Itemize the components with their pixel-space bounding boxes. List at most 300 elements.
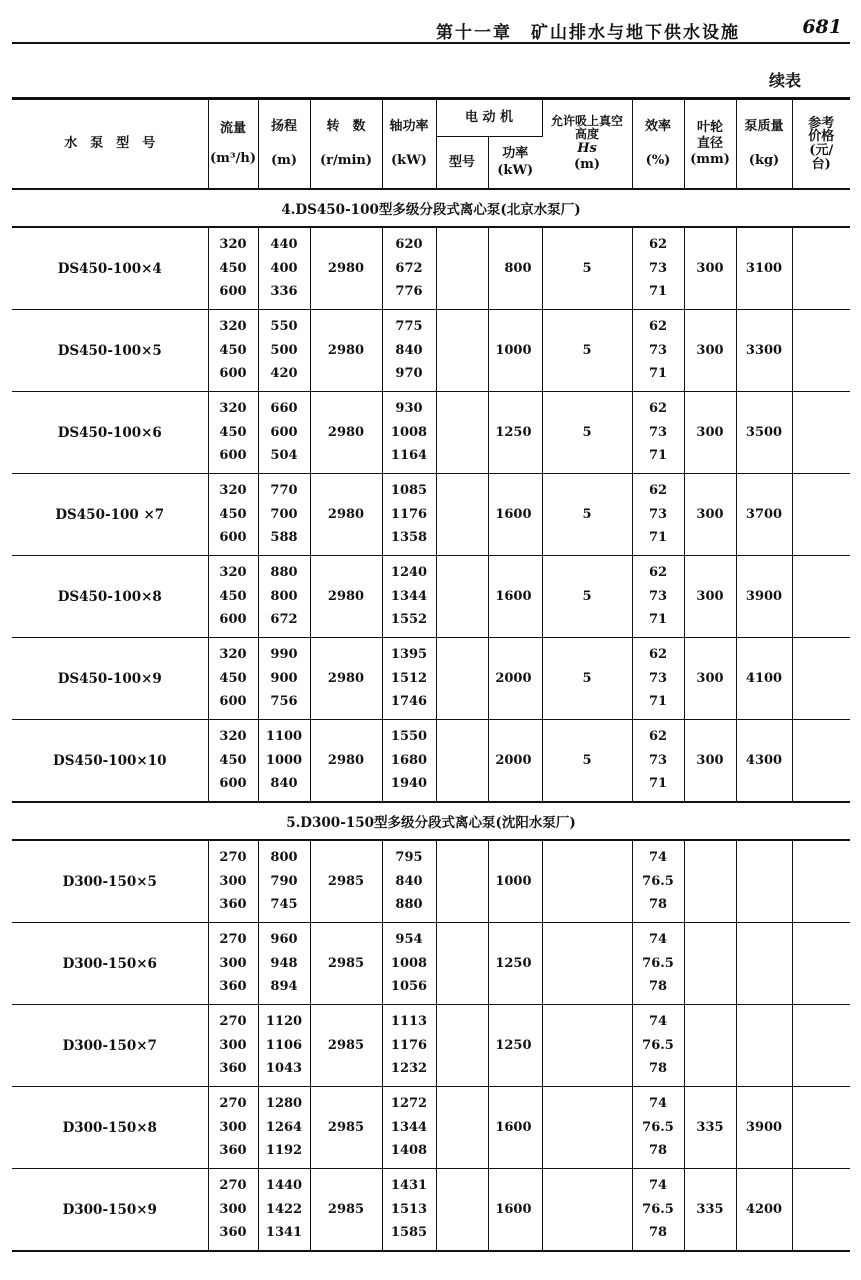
head-cell xyxy=(258,1169,310,1252)
price-cell xyxy=(792,1169,850,1252)
shaft-power-cell-value: 1550 xyxy=(390,729,428,745)
efficiency-cell-value: 73 xyxy=(648,752,668,768)
mass-cell: 3700 xyxy=(736,474,792,556)
efficiency-cell-value: 73 xyxy=(648,670,668,686)
shaft-power-cell-value: 1408 xyxy=(390,1143,428,1159)
shaft-power-cell xyxy=(382,310,436,392)
head-cell-value: 1280 xyxy=(265,1096,303,1112)
flow-cell-value: 450 xyxy=(219,260,247,276)
motor-type-cell xyxy=(436,840,488,923)
flow-cell-value: 320 xyxy=(219,483,247,499)
chapter-title: 第十一章 矿山排水与地下供水设施 xyxy=(436,23,740,43)
flow-cell-value: 270 xyxy=(219,850,247,866)
efficiency-cell-value: 76.5 xyxy=(642,1119,674,1135)
efficiency-cell-value: 76.5 xyxy=(642,873,674,889)
flow-cell-value: 300 xyxy=(219,1201,247,1217)
motor-type-cell xyxy=(436,923,488,1005)
head-cell-value: 790 xyxy=(270,873,298,889)
efficiency-cell-value: 71 xyxy=(648,530,668,546)
efficiency-cell-value: 73 xyxy=(648,588,668,604)
flow-cell xyxy=(208,227,258,310)
col-efficiency-header: 效率 (%) xyxy=(632,99,684,190)
impeller-cell xyxy=(684,1005,736,1087)
model-cell: D300-150×7 xyxy=(12,1005,208,1087)
flow-cell-value: 450 xyxy=(219,342,247,358)
efficiency-cell-value: 71 xyxy=(648,776,668,792)
flow-cell-value: 450 xyxy=(219,588,247,604)
flow-cell xyxy=(208,556,258,638)
efficiency-cell xyxy=(632,474,684,556)
table-row xyxy=(12,638,850,720)
flow-cell-value: 600 xyxy=(219,530,247,546)
col-flow-header: 流量 (m³/h) xyxy=(208,99,258,190)
efficiency-cell-value: 76.5 xyxy=(642,955,674,971)
efficiency-cell xyxy=(632,1005,684,1087)
shaft-power-cell-value: 1552 xyxy=(390,612,428,628)
efficiency-cell-value: 78 xyxy=(648,1143,668,1159)
shaft-power-cell xyxy=(382,638,436,720)
efficiency-cell-value: 78 xyxy=(648,979,668,995)
price-cell xyxy=(792,227,850,310)
impeller-cell: 300 xyxy=(684,720,736,803)
motor-power-cell: 1000 xyxy=(488,840,542,923)
head-cell-value: 504 xyxy=(270,448,298,464)
impeller-cell: 300 xyxy=(684,227,736,310)
model-cell: DS450-100×9 xyxy=(12,638,208,720)
shaft-power-cell-value: 1272 xyxy=(390,1096,428,1112)
efficiency-cell-value: 74 xyxy=(648,1178,668,1194)
head-cell-value: 1341 xyxy=(265,1225,303,1241)
motor-power-cell: 2000 xyxy=(488,720,542,803)
section-title: 5.D300-150型多级分段式离心泵(沈阳水泵厂) xyxy=(12,802,850,840)
head-cell-value: 770 xyxy=(270,483,298,499)
suction-cell: 5 xyxy=(542,227,632,310)
efficiency-cell-value: 78 xyxy=(648,1061,668,1077)
motor-type-cell xyxy=(436,1087,488,1169)
shaft-power-cell xyxy=(382,923,436,1005)
efficiency-cell xyxy=(632,556,684,638)
head-cell-value: 1106 xyxy=(265,1037,303,1053)
suction-cell xyxy=(542,1087,632,1169)
shaft-power-cell-value: 930 xyxy=(395,401,423,417)
model-cell: DS450-100×10 xyxy=(12,720,208,803)
head-cell xyxy=(258,556,310,638)
head-cell-value: 660 xyxy=(270,401,298,417)
flow-cell-value: 600 xyxy=(219,612,247,628)
head-cell-value: 840 xyxy=(270,776,298,792)
impeller-cell: 300 xyxy=(684,392,736,474)
suction-cell: 5 xyxy=(542,638,632,720)
flow-cell xyxy=(208,392,258,474)
mass-cell: 3300 xyxy=(736,310,792,392)
efficiency-cell-value: 78 xyxy=(648,1225,668,1241)
motor-type-cell xyxy=(436,556,488,638)
head-cell xyxy=(258,720,310,803)
shaft-power-cell-value: 1358 xyxy=(390,530,428,546)
flow-cell xyxy=(208,1087,258,1169)
flow-cell xyxy=(208,1169,258,1252)
table-row xyxy=(12,1005,850,1087)
head-cell-value: 1043 xyxy=(265,1061,303,1077)
flow-cell-value: 300 xyxy=(219,1119,247,1135)
impeller-cell: 335 xyxy=(684,1169,736,1252)
speed-cell: 2980 xyxy=(310,392,382,474)
efficiency-cell-value: 76.5 xyxy=(642,1037,674,1053)
impeller-cell: 300 xyxy=(684,638,736,720)
page-header xyxy=(12,8,850,44)
head-cell-value: 1100 xyxy=(265,729,303,745)
efficiency-cell-value: 71 xyxy=(648,284,668,300)
suction-cell: 5 xyxy=(542,392,632,474)
shaft-power-cell-value: 672 xyxy=(395,260,423,276)
speed-cell: 2980 xyxy=(310,638,382,720)
model-cell: DS450-100×6 xyxy=(12,392,208,474)
shaft-power-cell xyxy=(382,474,436,556)
shaft-power-cell-value: 1680 xyxy=(390,752,428,768)
head-cell-value: 990 xyxy=(270,647,298,663)
speed-cell: 2985 xyxy=(310,1087,382,1169)
head-cell-value: 400 xyxy=(270,260,298,276)
shaft-power-cell xyxy=(382,720,436,803)
efficiency-cell xyxy=(632,840,684,923)
mass-cell: 3900 xyxy=(736,556,792,638)
price-cell xyxy=(792,923,850,1005)
efficiency-cell-value: 62 xyxy=(648,565,668,581)
head-cell xyxy=(258,1005,310,1087)
flow-cell-value: 360 xyxy=(219,1225,247,1241)
motor-power-cell: 1250 xyxy=(488,392,542,474)
flow-cell-value: 320 xyxy=(219,647,247,663)
motor-power-cell: 1600 xyxy=(488,1087,542,1169)
flow-cell-value: 450 xyxy=(219,752,247,768)
impeller-cell: 300 xyxy=(684,310,736,392)
shaft-power-cell-value: 1232 xyxy=(390,1061,428,1077)
flow-cell-value: 320 xyxy=(219,401,247,417)
head-cell-value: 420 xyxy=(270,366,298,382)
shaft-power-cell xyxy=(382,1169,436,1252)
shaft-power-cell-value: 1746 xyxy=(390,694,428,710)
price-cell xyxy=(792,392,850,474)
table-row xyxy=(12,720,850,803)
flow-cell xyxy=(208,923,258,1005)
flow-cell-value: 600 xyxy=(219,284,247,300)
suction-cell: 5 xyxy=(542,720,632,803)
head-cell-value: 745 xyxy=(270,897,298,913)
table-row xyxy=(12,1087,850,1169)
flow-cell-value: 270 xyxy=(219,932,247,948)
shaft-power-cell-value: 954 xyxy=(395,932,423,948)
speed-cell: 2985 xyxy=(310,923,382,1005)
shaft-power-cell-value: 1056 xyxy=(390,979,428,995)
speed-cell: 2980 xyxy=(310,720,382,803)
flow-cell-value: 360 xyxy=(219,979,247,995)
head-cell-value: 800 xyxy=(270,850,298,866)
suction-cell: 5 xyxy=(542,556,632,638)
suction-cell xyxy=(542,1005,632,1087)
flow-cell-value: 300 xyxy=(219,955,247,971)
model-cell: D300-150×5 xyxy=(12,840,208,923)
motor-power-cell: 1250 xyxy=(488,1005,542,1087)
efficiency-cell-value: 73 xyxy=(648,506,668,522)
head-cell-value: 948 xyxy=(270,955,298,971)
efficiency-cell xyxy=(632,720,684,803)
motor-power-cell: 800 xyxy=(488,227,542,310)
suction-cell: 5 xyxy=(542,474,632,556)
impeller-cell: 300 xyxy=(684,556,736,638)
shaft-power-cell-value: 1176 xyxy=(390,506,428,522)
motor-type-cell xyxy=(436,392,488,474)
efficiency-cell-value: 74 xyxy=(648,1014,668,1030)
price-cell xyxy=(792,638,850,720)
col-speed-header: 转 数 (r/min) xyxy=(310,99,382,190)
head-cell-value: 1264 xyxy=(265,1119,303,1135)
model-cell: DS450-100 ×7 xyxy=(12,474,208,556)
price-cell xyxy=(792,556,850,638)
shaft-power-cell-value: 840 xyxy=(395,873,423,889)
motor-type-cell xyxy=(436,227,488,310)
efficiency-cell-value: 73 xyxy=(648,424,668,440)
efficiency-cell-value: 71 xyxy=(648,612,668,628)
model-cell: DS450-100×5 xyxy=(12,310,208,392)
head-cell xyxy=(258,310,310,392)
speed-cell: 2980 xyxy=(310,227,382,310)
mass-cell xyxy=(736,923,792,1005)
table-row xyxy=(12,556,850,638)
shaft-power-cell-value: 1395 xyxy=(390,647,428,663)
head-cell xyxy=(258,638,310,720)
efficiency-cell-value: 74 xyxy=(648,1096,668,1112)
model-cell: D300-150×6 xyxy=(12,923,208,1005)
efficiency-cell xyxy=(632,1087,684,1169)
shaft-power-cell-value: 1008 xyxy=(390,955,428,971)
head-cell-value: 500 xyxy=(270,342,298,358)
continued-label: 续表 xyxy=(768,71,801,90)
col-mass-header: 泵质量 (kg) xyxy=(736,99,792,190)
shaft-power-cell-value: 1940 xyxy=(390,776,428,792)
efficiency-cell-value: 74 xyxy=(648,850,668,866)
shaft-power-cell xyxy=(382,392,436,474)
suction-cell xyxy=(542,840,632,923)
efficiency-cell xyxy=(632,392,684,474)
shaft-power-cell-value: 1164 xyxy=(390,448,428,464)
col-model-header: 水 泵 型 号 xyxy=(12,99,208,190)
shaft-power-cell xyxy=(382,1005,436,1087)
shaft-power-cell-value: 620 xyxy=(395,237,423,253)
motor-power-cell: 1600 xyxy=(488,1169,542,1252)
motor-type-cell xyxy=(436,720,488,803)
model-cell: DS450-100×4 xyxy=(12,227,208,310)
speed-cell: 2980 xyxy=(310,474,382,556)
efficiency-cell-value: 62 xyxy=(648,401,668,417)
head-cell xyxy=(258,227,310,310)
head-cell-value: 600 xyxy=(270,424,298,440)
section-title-row xyxy=(12,189,850,227)
efficiency-cell-value: 62 xyxy=(648,647,668,663)
efficiency-cell-value: 62 xyxy=(648,729,668,745)
table-row xyxy=(12,1169,850,1252)
model-cell: D300-150×9 xyxy=(12,1169,208,1252)
flow-cell-value: 600 xyxy=(219,694,247,710)
speed-cell: 2980 xyxy=(310,556,382,638)
shaft-power-cell-value: 1113 xyxy=(390,1014,428,1030)
shaft-power-cell-value: 1008 xyxy=(390,424,428,440)
head-cell-value: 336 xyxy=(270,284,298,300)
model-cell: DS450-100×8 xyxy=(12,556,208,638)
flow-cell xyxy=(208,720,258,803)
shaft-power-cell-value: 1585 xyxy=(390,1225,428,1241)
head-cell-value: 700 xyxy=(270,506,298,522)
motor-type-cell xyxy=(436,638,488,720)
motor-power-cell: 1000 xyxy=(488,310,542,392)
flow-cell xyxy=(208,840,258,923)
speed-cell: 2980 xyxy=(310,310,382,392)
shaft-power-cell-value: 1344 xyxy=(390,588,428,604)
mass-cell xyxy=(736,840,792,923)
mass-cell: 4300 xyxy=(736,720,792,803)
table-row xyxy=(12,923,850,1005)
efficiency-cell xyxy=(632,310,684,392)
col-motor-header: 电 动 机 xyxy=(436,99,542,137)
head-cell-value: 1192 xyxy=(265,1143,303,1159)
efficiency-cell-value: 76.5 xyxy=(642,1201,674,1217)
head-cell-value: 894 xyxy=(270,979,298,995)
flow-cell-value: 270 xyxy=(219,1096,247,1112)
head-cell-value: 800 xyxy=(270,588,298,604)
head-cell-value: 440 xyxy=(270,237,298,253)
flow-cell-value: 600 xyxy=(219,448,247,464)
col-shaft-power-header: 轴功率 (kW) xyxy=(382,99,436,190)
motor-type-cell xyxy=(436,1169,488,1252)
section-title-row xyxy=(12,802,850,840)
shaft-power-cell xyxy=(382,840,436,923)
efficiency-cell-value: 71 xyxy=(648,366,668,382)
shaft-power-cell-value: 1240 xyxy=(390,565,428,581)
mass-cell: 4100 xyxy=(736,638,792,720)
table-row xyxy=(12,392,850,474)
price-cell xyxy=(792,1005,850,1087)
flow-cell-value: 360 xyxy=(219,1061,247,1077)
motor-power-cell: 2000 xyxy=(488,638,542,720)
efficiency-cell-value: 71 xyxy=(648,448,668,464)
col-suction-header: 允许吸上真空高度 Hs (m) xyxy=(542,99,632,190)
shaft-power-cell-value: 1512 xyxy=(390,670,428,686)
shaft-power-cell-value: 1431 xyxy=(390,1178,428,1194)
flow-cell-value: 300 xyxy=(219,1037,247,1053)
impeller-cell: 300 xyxy=(684,474,736,556)
table-body xyxy=(12,189,850,1251)
efficiency-cell-value: 62 xyxy=(648,319,668,335)
head-cell-value: 588 xyxy=(270,530,298,546)
efficiency-cell xyxy=(632,227,684,310)
mass-cell: 4200 xyxy=(736,1169,792,1252)
col-head-header: 扬程 (m) xyxy=(258,99,310,190)
flow-cell-value: 360 xyxy=(219,1143,247,1159)
section-title: 4.DS450-100型多级分段式离心泵(北京水泵厂) xyxy=(12,189,850,227)
flow-cell xyxy=(208,638,258,720)
shaft-power-cell-value: 970 xyxy=(395,366,423,382)
flow-cell-value: 600 xyxy=(219,776,247,792)
price-cell xyxy=(792,474,850,556)
col-motor-power-header: 功率 (kW) xyxy=(488,137,542,189)
flow-cell xyxy=(208,310,258,392)
flow-cell-value: 450 xyxy=(219,424,247,440)
efficiency-cell xyxy=(632,1169,684,1252)
col-price-header: 参考价格 (元/台) xyxy=(792,99,850,190)
motor-power-cell: 1600 xyxy=(488,474,542,556)
motor-type-cell xyxy=(436,1005,488,1087)
suction-cell xyxy=(542,1169,632,1252)
impeller-cell xyxy=(684,840,736,923)
motor-power-cell: 1600 xyxy=(488,556,542,638)
pump-spec-table xyxy=(12,97,850,1252)
mass-cell: 3900 xyxy=(736,1087,792,1169)
head-cell-value: 1440 xyxy=(265,1178,303,1194)
shaft-power-cell-value: 880 xyxy=(395,897,423,913)
table-row xyxy=(12,227,850,310)
mass-cell: 3500 xyxy=(736,392,792,474)
head-cell xyxy=(258,392,310,474)
price-cell xyxy=(792,720,850,803)
efficiency-cell-value: 71 xyxy=(648,694,668,710)
speed-cell: 2985 xyxy=(310,840,382,923)
motor-power-cell: 1250 xyxy=(488,923,542,1005)
head-cell xyxy=(258,923,310,1005)
shaft-power-cell-value: 1176 xyxy=(390,1037,428,1053)
flow-cell-value: 270 xyxy=(219,1178,247,1194)
efficiency-cell-value: 74 xyxy=(648,932,668,948)
header-row-1 xyxy=(12,99,850,137)
impeller-cell: 335 xyxy=(684,1087,736,1169)
flow-cell-value: 450 xyxy=(219,506,247,522)
flow-cell xyxy=(208,474,258,556)
table-row xyxy=(12,840,850,923)
shaft-power-cell-value: 1344 xyxy=(390,1119,428,1135)
head-cell xyxy=(258,840,310,923)
motor-type-cell xyxy=(436,474,488,556)
shaft-power-cell-value: 1085 xyxy=(390,483,428,499)
head-cell-value: 1000 xyxy=(265,752,303,768)
flow-cell-value: 360 xyxy=(219,897,247,913)
shaft-power-cell xyxy=(382,1087,436,1169)
price-cell xyxy=(792,840,850,923)
flow-cell-value: 300 xyxy=(219,873,247,889)
flow-cell-value: 320 xyxy=(219,729,247,745)
head-cell-value: 672 xyxy=(270,612,298,628)
flow-cell-value: 600 xyxy=(219,366,247,382)
head-cell-value: 960 xyxy=(270,932,298,948)
head-cell-value: 756 xyxy=(270,694,298,710)
mass-cell xyxy=(736,1005,792,1087)
mass-cell: 3100 xyxy=(736,227,792,310)
col-motor-type-header: 型号 xyxy=(436,137,488,189)
flow-cell-value: 320 xyxy=(219,319,247,335)
col-impeller-header: 叶轮直径 (mm) xyxy=(684,99,736,190)
page-number: 681 xyxy=(802,16,842,38)
efficiency-cell-value: 62 xyxy=(648,237,668,253)
speed-cell: 2985 xyxy=(310,1005,382,1087)
head-cell-value: 1422 xyxy=(265,1201,303,1217)
efficiency-cell-value: 62 xyxy=(648,483,668,499)
shaft-power-cell-value: 795 xyxy=(395,850,423,866)
efficiency-cell-value: 73 xyxy=(648,260,668,276)
impeller-cell xyxy=(684,923,736,1005)
efficiency-cell-value: 73 xyxy=(648,342,668,358)
head-cell-value: 1120 xyxy=(265,1014,303,1030)
flow-cell xyxy=(208,1005,258,1087)
table-row xyxy=(12,474,850,556)
head-cell xyxy=(258,474,310,556)
shaft-power-cell-value: 840 xyxy=(395,342,423,358)
